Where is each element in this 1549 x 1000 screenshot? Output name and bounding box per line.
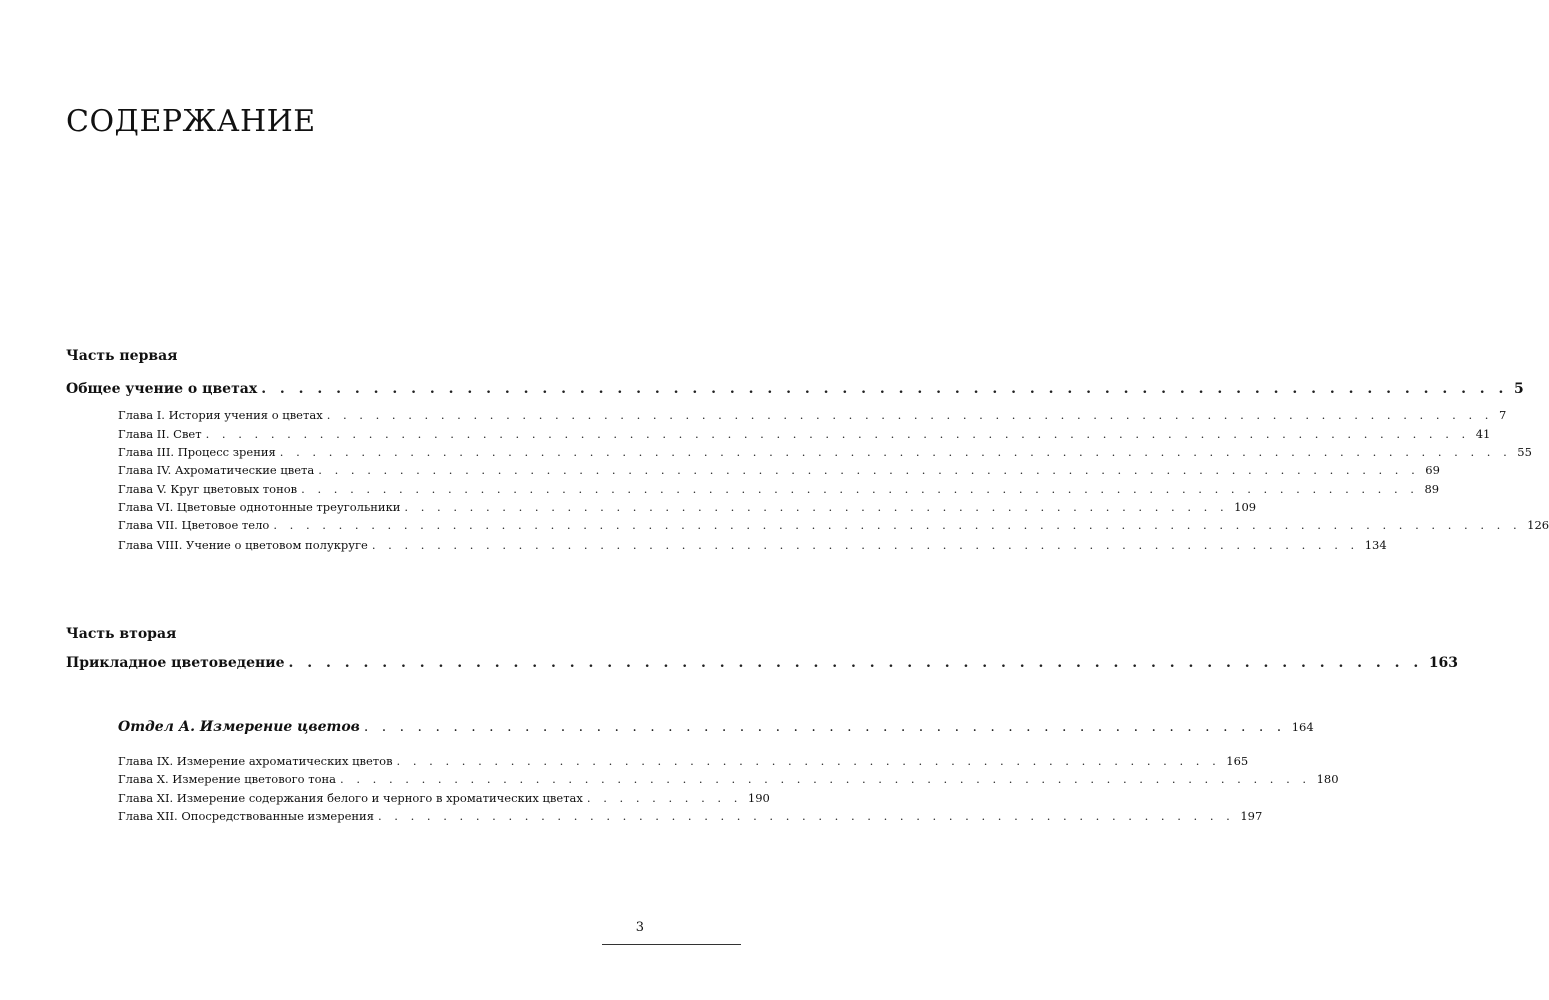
footer-rule bbox=[602, 944, 741, 945]
leader-dots: . . . . . . . . . . . . . . . . . . . . . . . . . . . . . . . . . . . . . . . . . . . . . . . . . . . . . . . . . . . . . . . . . . . bbox=[261, 381, 1508, 397]
toc-page-number: 89 bbox=[1424, 482, 1440, 496]
toc-chapter-9[interactable] bbox=[118, 754, 1249, 768]
leader-dots: . . . . . . . . . . . . . . . . . . . . . . . . . . . . . . . . . . . . . . . . . . . . . . . . . . . . . . . . . . . . . . . . . . . . . bbox=[301, 482, 1419, 496]
toc-page-number: 164 bbox=[1291, 720, 1314, 734]
toc-page-number: 180 bbox=[1316, 772, 1339, 786]
toc-heading-label: Общее учение о цветах bbox=[66, 381, 258, 397]
toc-heading-label: Прикладное цветоведение bbox=[66, 655, 285, 671]
page-title: СОДЕРЖАНИЕ bbox=[66, 104, 316, 139]
toc-chapter-3[interactable] bbox=[118, 445, 1532, 459]
leader-dots: . . . . . . . . . . . . . . . . . . . . . . . . . . . . . . . . . . . . . . . . . . . . . . . . . . . . . . . . . . . . . . . . . . . . . . . . . . . . . bbox=[273, 518, 1522, 532]
leader-dots: . . . . . . . . . . . . . . . . . . . . . . . . . . . . . . . . . . . . . . . . . . . . . . . . . . . . . . . . . . . . bbox=[340, 772, 1311, 786]
toc-chapter-label: Глава X. Измерение цветового тона bbox=[118, 772, 337, 786]
leader-dots: . . . . . . . . . . . . . . . . . . . . . . . . . . . . . . . . . . . . . . . . . . . . . . . . . . . . . . . . . . . . . . . . . . . . . . . . bbox=[326, 408, 1493, 422]
toc-chapter-1[interactable] bbox=[118, 408, 1507, 422]
leader-dots: . . . . . . . . . . bbox=[586, 791, 742, 805]
toc-chapter-4[interactable] bbox=[118, 463, 1440, 477]
toc-chapter-11[interactable] bbox=[118, 791, 770, 805]
toc-chapter-6[interactable] bbox=[118, 500, 1257, 514]
toc-page-number: 55 bbox=[1517, 445, 1532, 459]
toc-chapter-label: Глава XI. Измерение содержания белого и черного в хроматических цветах bbox=[118, 791, 583, 805]
toc-section-label: Отдел А. Измерение цветов bbox=[118, 719, 360, 735]
leader-dots: . . . . . . . . . . . . . . . . . . . . . . . . . . . . . . . . . . . . . . . . . . . . . . . . . . . bbox=[396, 754, 1221, 768]
toc-chapter-5[interactable] bbox=[118, 482, 1440, 496]
toc-heading-applied-color[interactable] bbox=[66, 655, 1459, 671]
leader-dots: . . . . . . . . . . . . . . . . . . . . . . . . . . . . . . . . . . . . . . . . . . . . . . . . . . . . bbox=[363, 719, 1286, 735]
leader-dots: . . . . . . . . . . . . . . . . . . . . . . . . . . . . . . . . . . . . . . . . . . . . . . . . . . . . . . . . . . . . . . . . . . . . . . . . . . . . . . bbox=[205, 427, 1470, 441]
toc-chapter-label: Глава III. Процесс зрения bbox=[118, 445, 276, 459]
toc-page-number: 165 bbox=[1226, 754, 1249, 768]
part-label-second: Часть вторая bbox=[66, 626, 177, 642]
toc-chapter-12[interactable] bbox=[118, 809, 1263, 823]
toc-chapter-label: Глава VIII. Учение о цветовом полукруге bbox=[118, 538, 368, 552]
part-label-first: Часть первая bbox=[66, 348, 178, 364]
leader-dots: . . . . . . . . . . . . . . . . . . . . . . . . . . . . . . . . . . . . . . . . . . . . . . . . . . . . . bbox=[377, 809, 1235, 823]
toc-chapter-label: Глава IX. Измерение ахроматических цветов bbox=[118, 754, 393, 768]
toc-page-number: 134 bbox=[1364, 538, 1387, 552]
toc-page-number: 163 bbox=[1428, 655, 1459, 671]
leader-dots: . . . . . . . . . . . . . . . . . . . . . . . . . . . . . . . . . . . . . . . . . . . . . . . . . . . . . . . . . . . . . . . . . . . . bbox=[318, 463, 1420, 477]
leader-dots: . . . . . . . . . . . . . . . . . . . . . . . . . . . . . . . . . . . . . . . . . . . . . . . . . . . . . . . . . . . . . bbox=[371, 538, 1359, 552]
toc-chapter-7[interactable] bbox=[118, 518, 1549, 532]
toc-page-number: 190 bbox=[747, 791, 770, 805]
toc-chapter-label: Глава XII. Опосредствованные измерения bbox=[118, 809, 374, 823]
toc-page-number: 41 bbox=[1475, 427, 1491, 441]
toc-chapter-label: Глава V. Круг цветовых тонов bbox=[118, 482, 298, 496]
toc-page-number: 5 bbox=[1513, 381, 1524, 397]
toc-heading-general-theory[interactable] bbox=[66, 381, 1524, 397]
page-number: 3 bbox=[635, 920, 644, 935]
leader-dots: . . . . . . . . . . . . . . . . . . . . . . . . . . . . . . . . . . . . . . . . . . . . . . . . . . . . . . . . . . . . . bbox=[288, 655, 1423, 671]
toc-chapter-label: Глава II. Свет bbox=[118, 427, 202, 441]
leader-dots: . . . . . . . . . . . . . . . . . . . . . . . . . . . . . . . . . . . . . . . . . . . . . . . . . . . bbox=[404, 500, 1229, 514]
toc-chapter-label: Глава VII. Цветовое тело bbox=[118, 518, 270, 532]
toc-chapter-8[interactable] bbox=[118, 538, 1387, 552]
toc-chapter-label: Глава VI. Цветовые однотонные треугольники bbox=[118, 500, 401, 514]
toc-chapter-label: Глава IV. Ахроматические цвета bbox=[118, 463, 315, 477]
leader-dots: . . . . . . . . . . . . . . . . . . . . . . . . . . . . . . . . . . . . . . . . . . . . . . . . . . . . . . . . . . . . . . . . . . . . . . . . . . . . bbox=[279, 445, 1512, 459]
toc-chapter-2[interactable] bbox=[118, 427, 1491, 441]
toc-section-a[interactable] bbox=[118, 719, 1314, 735]
toc-page-number: 126 bbox=[1527, 518, 1549, 532]
toc-page-number: 109 bbox=[1234, 500, 1257, 514]
toc-page-number: 197 bbox=[1240, 809, 1263, 823]
toc-page-number: 69 bbox=[1425, 463, 1440, 477]
toc-chapter-label: Глава I. История учения о цветах bbox=[118, 408, 323, 422]
toc-chapter-10[interactable] bbox=[118, 772, 1339, 786]
toc-page-number: 7 bbox=[1498, 408, 1507, 422]
